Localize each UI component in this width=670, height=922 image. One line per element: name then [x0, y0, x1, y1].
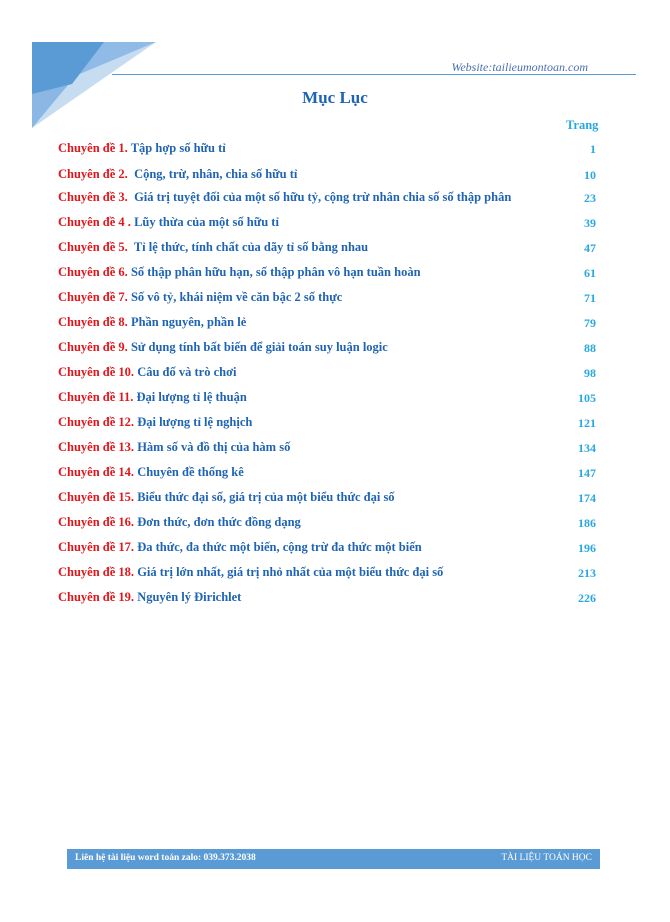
toc-entry-page-number: 147	[578, 466, 596, 480]
toc-entry[interactable]	[58, 565, 606, 583]
toc-entry-page-number: 1	[590, 142, 596, 156]
toc-entry[interactable]	[58, 415, 606, 433]
footer-bar	[67, 849, 600, 869]
toc-entry[interactable]	[58, 515, 606, 533]
toc-entry[interactable]	[58, 315, 606, 333]
toc-entry-prefix: Chuyên đề 13.	[58, 440, 135, 454]
toc-entry-prefix: Chuyên đề 10.	[58, 365, 135, 379]
toc-entry[interactable]	[58, 465, 606, 483]
toc-entry-prefix: Chuyên đề 15.	[58, 490, 135, 504]
toc-entry-prefix: Chuyên đề 19.	[58, 590, 135, 604]
toc-entry-title: Cộng, trừ, nhân, chia số hữu tỉ	[127, 167, 298, 181]
toc-entry-page-number: 39	[584, 216, 596, 230]
toc-entry-page-number: 23	[584, 191, 596, 205]
toc-entry-prefix: Chuyên đề 3.	[58, 190, 128, 204]
toc-entry[interactable]	[58, 167, 606, 185]
toc-entry[interactable]	[58, 340, 606, 358]
toc-entry-page-number: 213	[578, 566, 596, 580]
toc-entry-title: Đơn thức, đơn thức đồng dạng	[134, 515, 301, 529]
toc-entry-page-number: 226	[578, 591, 596, 605]
toc-entry[interactable]	[58, 141, 606, 159]
toc-entry-title: Hàm số và đồ thị của hàm số	[134, 440, 291, 454]
toc-entry-title: Lũy thừa của một số hữu tỉ	[130, 215, 279, 229]
toc-entry-title: Đại lượng tỉ lệ thuận	[133, 390, 247, 404]
toc-entry[interactable]	[58, 265, 606, 283]
toc-entry[interactable]	[58, 390, 606, 408]
toc-entry-prefix: Chuyên đề 5.	[58, 240, 128, 254]
toc-entry[interactable]	[58, 440, 606, 458]
toc-entry[interactable]	[58, 540, 606, 558]
toc-entry-prefix: Chuyên đề 9.	[58, 340, 128, 354]
toc-entry-page-number: 79	[584, 316, 596, 330]
toc-entry-title: Giá trị lớn nhất, giá trị nhỏ nhất của một biểu thức đại số	[134, 565, 444, 579]
toc-entry-prefix: Chuyên đề 11.	[58, 390, 134, 404]
toc-entry-prefix: Chuyên đề 8.	[58, 315, 128, 329]
toc-entry-title: Đại lượng tỉ lệ nghịch	[134, 415, 253, 429]
toc-entry-title: Tỉ lệ thức, tính chất của dãy tỉ số bằng nhau	[127, 240, 369, 254]
toc-entry-prefix: Chuyên đề 6.	[58, 265, 128, 279]
toc-entry[interactable]	[58, 590, 606, 608]
website-header: Website:tailieumontoan.com	[451, 60, 588, 74]
footer-contact: Liên hệ tài liệu word toán zalo: 039.373.2038	[75, 853, 256, 863]
toc-entry-page-number: 98	[584, 366, 596, 380]
toc-entry-prefix: Chuyên đề 16.	[58, 515, 135, 529]
toc-entry[interactable]	[58, 365, 606, 383]
header-divider	[112, 74, 636, 75]
toc-entry-prefix: Chuyên đề 7.	[58, 290, 128, 304]
toc-entry-title: Đa thức, đa thức một biến, cộng trừ đa thức một biến	[134, 540, 422, 554]
toc-entry[interactable]	[58, 490, 606, 508]
toc-entry-prefix: Chuyên đề 2.	[58, 167, 128, 181]
toc-entry[interactable]	[58, 240, 606, 258]
toc-entry-page-number: 134	[578, 441, 596, 455]
toc-entry-prefix: Chuyên đề 4 .	[58, 215, 131, 229]
toc-entry[interactable]	[58, 290, 606, 308]
page-title: Mục Lục	[302, 88, 368, 107]
toc-entry-title: Phần nguyên, phần lẻ	[127, 315, 247, 329]
toc-entry-title: Câu đố và trò chơi	[134, 365, 237, 379]
toc-entry-page-number: 105	[578, 391, 596, 405]
toc-entry-page-number: 61	[584, 266, 596, 280]
toc-entry-title: Nguyên lý Đirichlet	[134, 590, 242, 604]
corner-triangle-decoration	[32, 42, 156, 128]
toc-entry-page-number: 186	[578, 516, 596, 530]
toc-entry-page-number: 121	[578, 416, 596, 430]
toc-entry-prefix: Chuyên đề 12.	[58, 415, 135, 429]
toc-entry[interactable]	[58, 215, 606, 233]
toc-entry[interactable]	[58, 190, 606, 208]
toc-entry-page-number: 10	[584, 168, 596, 182]
page-column-label: Trang	[566, 118, 599, 132]
toc-entry-prefix: Chuyên đề 17.	[58, 540, 135, 554]
toc-entry-title: Số vô tỷ, khái niệm về căn bậc 2 số thực	[127, 290, 343, 304]
toc-entry-page-number: 174	[578, 491, 596, 505]
toc-entry-title: Biểu thức đại số, giá trị của một biểu thức đại số	[134, 490, 395, 504]
toc-entry-title: Sử dụng tính bất biến để giải toán suy luận logic	[127, 340, 388, 354]
toc-entry-page-number: 88	[584, 341, 596, 355]
toc-entry-prefix: Chuyên đề 1.	[58, 141, 128, 155]
toc-entry-title: Chuyên đề thống kê	[134, 465, 244, 479]
toc-entry-prefix: Chuyên đề 18.	[58, 565, 135, 579]
toc-entry-page-number: 196	[578, 541, 596, 555]
toc-entry-title: Số thập phân hữu hạn, số thập phân vô hạn tuần hoàn	[127, 265, 421, 279]
toc-entry-title: Tập hợp số hữu tỉ	[127, 141, 226, 155]
toc-entry-page-number: 71	[584, 291, 596, 305]
toc-entry-title: Giá trị tuyệt đối của một số hữu tỷ, cộng trừ nhân chia số số thập phân	[127, 190, 512, 204]
toc-entry-page-number: 47	[584, 241, 596, 255]
toc-entry-prefix: Chuyên đề 14.	[58, 465, 135, 479]
footer-brand: TÀI LIỆU TOÁN HỌC	[501, 853, 592, 863]
